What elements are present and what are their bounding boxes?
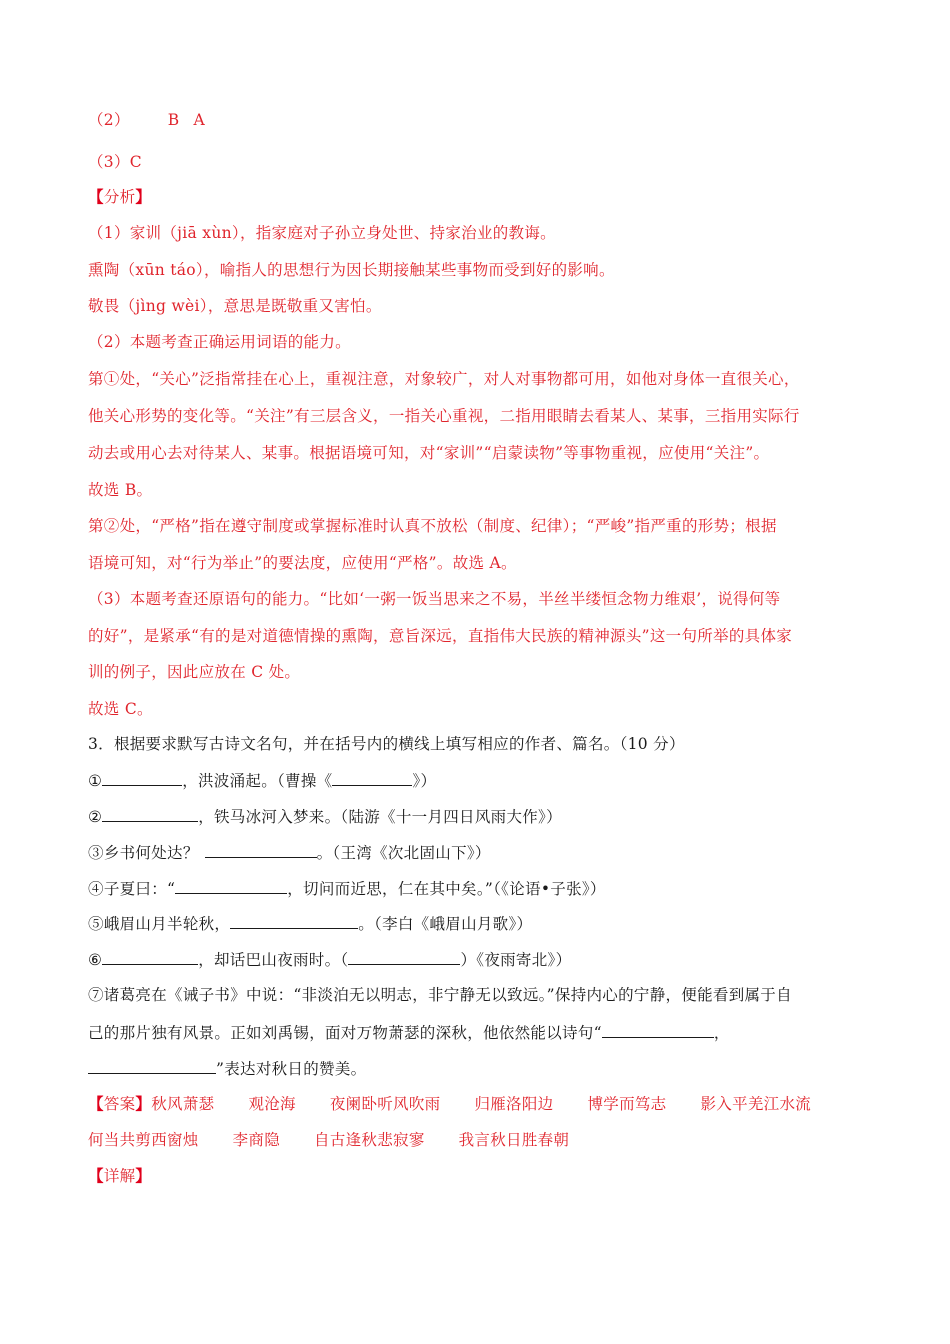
question-3-item-7-line-3: ”表达对秋日的赞美。 <box>88 1058 366 1079</box>
question-3-title: 3．根据要求默写古诗文名句，并在括号内的横线上填写相应的作者、篇名。（10 分） <box>88 735 685 753</box>
analysis-heading: 【分析】 <box>88 187 152 206</box>
analysis-paragraph-4: （2）本题考查正确运用词语的能力。 <box>88 333 351 351</box>
analysis-paragraph-7-line-1: （3）本题考查还原语句的能力。“比如‘一粥一饭当思来之不易，半丝半缕恒念物力维艰’，说得何等 <box>88 590 781 608</box>
answer-item: 博学而笃志 <box>587 1095 667 1113</box>
fill-blank[interactable] <box>348 949 460 965</box>
answer-item: 观沧海 <box>248 1095 296 1113</box>
answer-q3-value: C <box>129 153 142 171</box>
question-3-item-7-line-2: 己的那片独有风景。正如刘禹锡，面对万物萧瑟的深秋，他依然能以诗句“ ， <box>88 1024 730 1042</box>
analysis-paragraph-1: （1）家训（jiā xùn），指家庭对子孙立身处世、持家治业的教诲。 <box>88 224 556 242</box>
answer-item: 归雁洛阳边 <box>474 1095 554 1113</box>
answer-heading: 答案 <box>103 1095 136 1113</box>
question-3-item-4: ④子夏曰：“ ，切问而近思，仁在其中矣。”（《论语•子张》） <box>88 880 606 898</box>
fill-blank[interactable] <box>88 1058 216 1074</box>
answer-q3 <box>88 152 142 172</box>
analysis-paragraph-6-line-1: 第②处，“严格”指在遵守制度或掌握标准时认真不放松（制度、纪律）；“严峻”指严重的形势；根据 <box>88 517 777 535</box>
fill-blank[interactable] <box>102 949 198 965</box>
detail-heading: 【详解】 <box>88 1166 152 1185</box>
fill-blank[interactable] <box>602 1022 714 1038</box>
fill-blank[interactable] <box>102 770 182 786</box>
analysis-paragraph-5-line-4: 故选 B。 <box>88 481 153 499</box>
question-3-item-6: ⑥ ，却话巴山夜雨时。（ ）《夜雨寄北》） <box>88 951 572 969</box>
answer-row-1: 【答案】秋风萧瑟 观沧海 夜阑卧听风吹雨 归雁洛阳边 博学而笃志 影入平羌江水流 <box>88 1094 812 1113</box>
answer-q2 <box>88 110 205 130</box>
answer-item: 自古逢秋悲寂寥 <box>314 1131 425 1149</box>
analysis-paragraph-7-line-4: 故选 C。 <box>88 700 153 718</box>
analysis-paragraph-2: 熏陶（xūn táo），喻指人的思想行为因长期接触某些事物而受到好的影响。 <box>88 261 615 279</box>
question-3-item-2: ② ，铁马冰河入梦来。（陆游《十一月四日风雨大作》） <box>88 808 562 826</box>
analysis-paragraph-5-line-2: 他关心形势的变化等。“关注”有三层含义，一指关心重视，二指用眼睛去看某人、某事，三指用实际行 <box>88 407 800 425</box>
analysis-paragraph-5-line-1: 第①处，“关心”泛指常挂在心上，重视注意，对象较广，对人对事物都可用，如他对身体一直很关心， <box>88 370 800 388</box>
fill-blank[interactable] <box>175 878 287 894</box>
answer-q2-label: （2） <box>88 111 130 129</box>
answer-item: 秋风萧瑟 <box>151 1095 215 1113</box>
analysis-paragraph-7-line-2: 的好”，是紧承“有的是对道德情操的熏陶，意旨深远，直指伟大民族的精神源头”这一句所举的具体家 <box>88 627 793 645</box>
fill-blank[interactable] <box>102 806 198 822</box>
answer-item: 夜阑卧听风吹雨 <box>329 1095 441 1113</box>
fill-blank[interactable] <box>205 842 317 858</box>
answer-item: 我言秋日胜春朝 <box>458 1131 570 1149</box>
answer-q3-label: （3） <box>88 153 130 171</box>
answer-q2-value-2: A <box>193 111 205 129</box>
question-3-item-7-line-1: ⑦诸葛亮在《诫子书》中说：“非淡泊无以明志，非宁静无以致远。”保持内心的宁静，便能看到属于自 <box>88 986 792 1004</box>
answer-item: 影入平羌江水流 <box>700 1095 812 1113</box>
answer-row-2 <box>88 1130 569 1150</box>
analysis-paragraph-7-line-3: 训的例子，因此应放在 C 处。 <box>88 663 301 681</box>
analysis-paragraph-6-line-2: 语境可知，对“行为举止”的要法度，应使用“严格”。故选 A。 <box>88 554 517 572</box>
fill-blank[interactable] <box>332 770 412 786</box>
answer-item: 李商隐 <box>232 1131 281 1149</box>
question-3-item-1: ① ，洪波涌起。（曹操《 》） <box>88 772 437 790</box>
answer-q2-value-1: B <box>167 111 180 129</box>
analysis-paragraph-3: 敬畏（jìng wèi），意思是既敬重又害怕。 <box>88 297 382 315</box>
fill-blank[interactable] <box>230 913 358 929</box>
question-3-item-3: ③乡书何处达？ 。（王湾《次北固山下》） <box>88 844 491 862</box>
question-3-item-5: ⑤峨眉山月半轮秋， 。（李白《峨眉山月歌》） <box>88 915 533 933</box>
analysis-paragraph-5-line-3: 动去或用心去对待某人、某事。根据语境可知，对“家训”“启蒙读物”等事物重视，应使用“关注”。 <box>88 444 770 462</box>
answer-item: 何当共剪西窗烛 <box>88 1131 199 1149</box>
